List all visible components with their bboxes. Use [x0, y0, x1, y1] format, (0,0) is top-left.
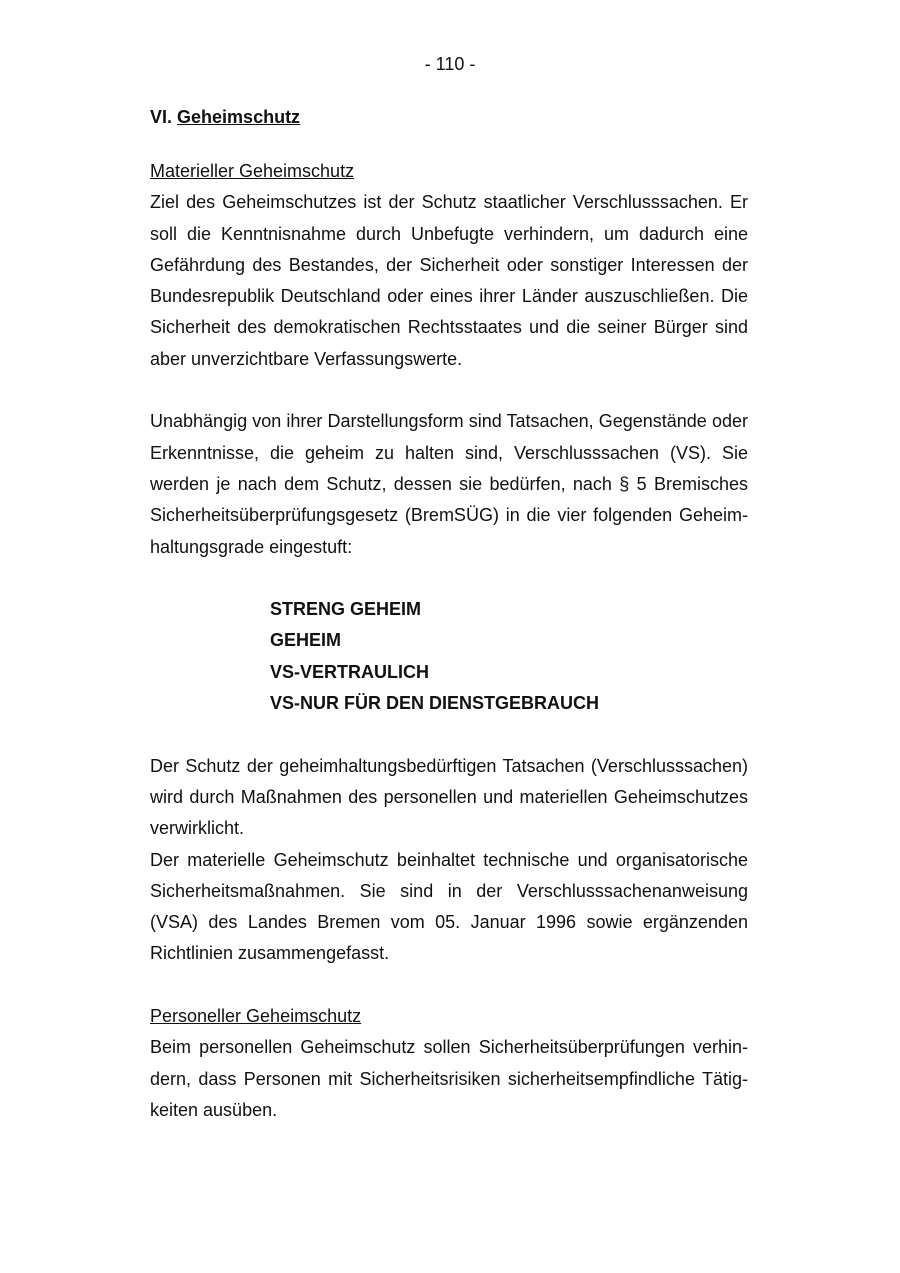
paragraph-gap — [150, 719, 748, 750]
paragraph-gap — [150, 563, 748, 594]
material-subheading: Materieller Geheimschutz — [150, 161, 355, 181]
material-paragraph-3: Der Schutz der geheimhaltungsbedürftigen Tatsachen (Verschlusssachen) wird durch Maßnahmen des personellen und materiellen Geheimschutzes verwirklicht. — [150, 755, 748, 839]
material-paragraph-2: Unabhängig von ihrer Darstellungsform sind Tatsachen, Gegenstände oder Erkenntnisse, die geheim zu halten sind, Verschlusssachen (VS). Sie werden je nach dem Schutz, dessen sie bedürfen, nach § 5 Bremisches Sicherheitsüberprüfungsgesetz (BremSÜG) in die vier folgenden Geheimhaltungsgrade eingestuft: — [150, 411, 748, 557]
page-content — [150, 104, 748, 1126]
section-title: Geheimschutz — [177, 107, 301, 127]
page-number: - 110 - — [424, 54, 476, 74]
material-paragraph-1: Ziel des Geheimschutzes ist der Schutz staatlicher Verschlusssachen. Er soll die Kenntnisnahme durch Unbefugte verhindern, um dadurch eine Gefährdung des Bestandes, der Sicherheit oder sonstiger Interessen der Bundesrepublik Deutschland oder eines ihrer Länder auszuschließen. Die Sicherheit des demokratischen Rechtsstaates und die seiner Bürger sind aber unverzichtbare Verfassungswerte. — [150, 192, 748, 369]
classification-grade: GEHEIM — [270, 630, 342, 651]
classification-grades-list — [150, 594, 748, 719]
paragraph-gap — [150, 970, 748, 1001]
material-paragraph-4: Der materielle Geheimschutz beinhaltet technische und organisatorische Sicherheitsmaßnahmen. Sie sind in der Verschlusssachenanweisung (VSA) des Landes Bremen vom 05. Januar 1996 sowie ergänzenden Richtlinien zusammengefasst. — [150, 849, 748, 964]
section-heading — [150, 104, 748, 130]
personnel-paragraph-1: Beim personellen Geheimschutz sollen Sicherheitsüberprüfungen verhindern, dass Personen mit Sicherheitsrisiken sicherheitsempfindliche Tätigkeiten ausüben. — [150, 1037, 748, 1120]
section-number: VI. — [150, 107, 173, 127]
personnel-subheading: Personeller Geheimschutz — [150, 1006, 362, 1027]
classification-grade: STRENG GEHEIM — [270, 599, 422, 620]
paragraph-gap — [150, 375, 748, 406]
classification-grade: VS-NUR FÜR DEN DIENSTGEBRAUCH — [270, 693, 600, 714]
classification-grade: VS-VERTRAULICH — [270, 661, 430, 682]
